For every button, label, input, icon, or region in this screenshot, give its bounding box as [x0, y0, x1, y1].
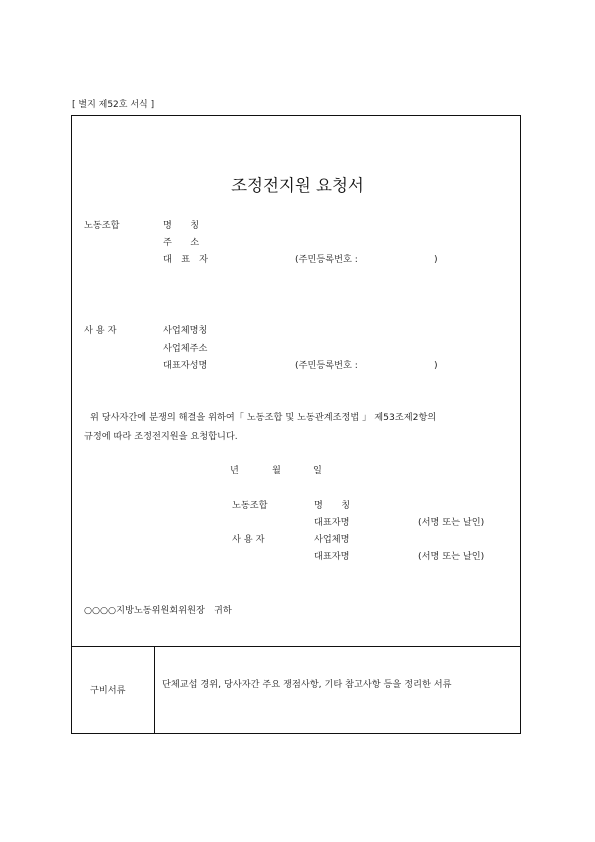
attachments-label: 구비서류 [90, 685, 126, 696]
addressee: ○○○○지방노동위원회위원장 귀하 [84, 605, 232, 616]
signature-union-heading: 노동조합 [232, 500, 268, 511]
employer-heading: 사 용 자 [84, 325, 117, 336]
date-year-label: 년 [230, 465, 239, 476]
employer-representative-label: 대표자성명 [163, 360, 208, 371]
signature-union-name-label: 명 칭 [314, 500, 351, 511]
employer-address-label: 사업체주소 [163, 343, 208, 354]
signature-employer-representative-label: 대표자명 [314, 551, 350, 562]
union-address-label: 주 소 [163, 237, 200, 248]
form-frame [71, 115, 521, 734]
union-heading: 노동조합 [84, 220, 120, 231]
signature-employer-heading: 사 용 자 [232, 534, 265, 545]
date-month-label: 월 [272, 465, 281, 476]
request-paragraph-line-1: 위 당사자간에 분쟁의 해결을 위하여「 노동조합 및 노동관계조정법 」 제53조제2항의 [90, 412, 437, 423]
document-title: 조정전지원 요청서 [231, 176, 364, 195]
union-name-label: 명 칭 [163, 220, 200, 231]
form-number-label: [ 별지 제52호 서식 ] [72, 100, 155, 110]
signature-employer-seal-note: (서명 또는 날인) [418, 551, 485, 562]
union-id-number-close: ) [434, 254, 438, 265]
request-paragraph-line-2: 규정에 따라 조정전지원을 요청합니다. [84, 431, 238, 442]
signature-employer-name-label: 사업체명 [314, 534, 350, 545]
signature-union-seal-note: (서명 또는 날인) [418, 517, 485, 528]
employer-name-label: 사업체명칭 [163, 325, 208, 336]
employer-id-number-open: (주민등록번호 : [295, 360, 358, 371]
attachments-description: 단체교섭 경위, 당사자간 주요 쟁점사항, 기타 참고사항 등을 정리한 서류 [162, 679, 452, 690]
date-day-label: 일 [313, 465, 322, 476]
union-id-number-open: (주민등록번호 : [295, 254, 358, 265]
attachments-column-divider [154, 646, 155, 734]
union-representative-label: 대 표 자 [163, 254, 209, 265]
employer-id-number-close: ) [434, 360, 438, 371]
section-divider [71, 646, 521, 647]
signature-union-representative-label: 대표자명 [314, 517, 350, 528]
